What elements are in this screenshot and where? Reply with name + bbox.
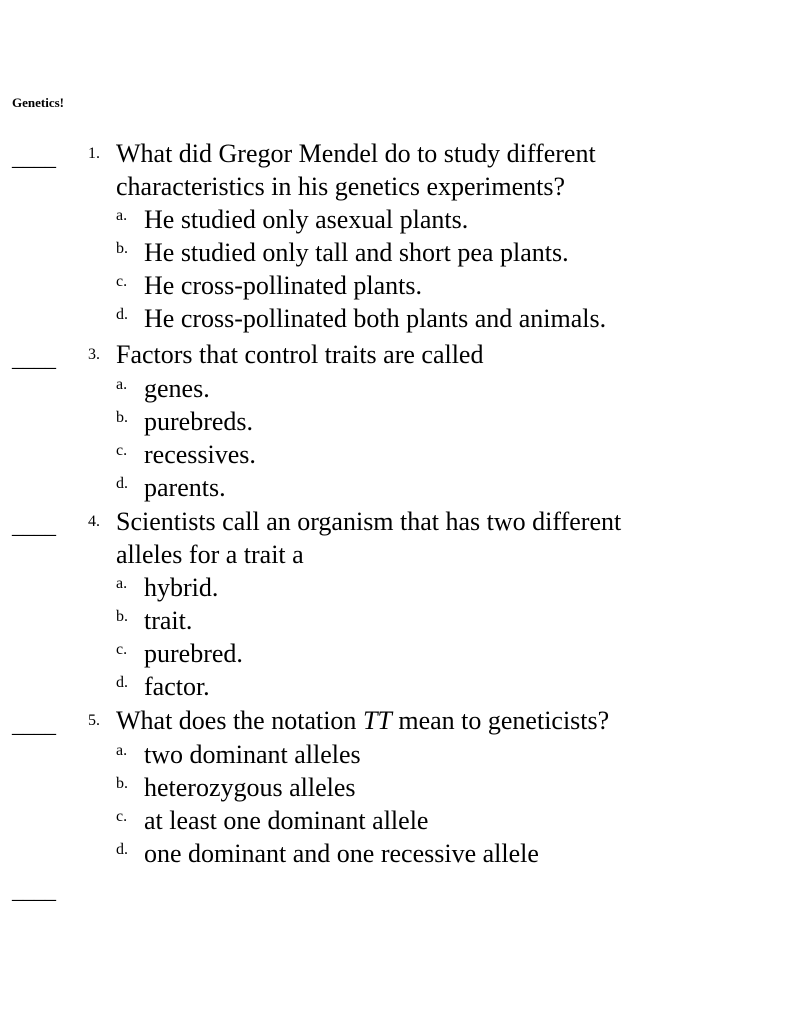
options-list: [88, 203, 728, 335]
option-text: factor.: [144, 672, 210, 701]
option-text: parents.: [144, 472, 226, 502]
option-item: [88, 837, 728, 870]
option-letter: b.: [116, 774, 128, 792]
question-number: 1.: [88, 145, 100, 162]
option-letter: a.: [116, 741, 128, 759]
question-5: [88, 705, 728, 870]
option-text: purebred.: [144, 639, 243, 668]
option-text: recessives.: [144, 439, 256, 469]
option-letter: c.: [116, 441, 128, 459]
answer-blank: ____: [12, 346, 56, 371]
option-letter: a.: [116, 575, 128, 592]
option-item: [88, 604, 728, 637]
option-letter: d.: [116, 840, 128, 858]
question-line: What did Gregor Mendel do to study different: [116, 139, 596, 168]
question-number: 5.: [88, 712, 100, 729]
question-number: 3.: [88, 346, 100, 363]
option-item: [88, 372, 728, 405]
question-3: [88, 339, 728, 504]
question-4: [88, 506, 728, 703]
option-text: He cross-pollinated both plants and animals.: [144, 304, 607, 333]
option-text: purebreds.: [144, 406, 254, 436]
options-list: [88, 571, 728, 703]
question-line: Factors that control traits are called: [116, 340, 484, 369]
option-letter: a.: [116, 207, 128, 224]
option-letter: b.: [116, 408, 128, 426]
option-item: [88, 471, 728, 504]
answer-blank: ____: [12, 878, 56, 903]
options-list: [88, 738, 728, 870]
option-letter: c.: [116, 641, 128, 658]
option-text: heterozygous alleles: [144, 772, 356, 802]
question-line: Scientists call an organism that has two different: [116, 507, 622, 536]
option-text: He studied only tall and short pea plants.: [144, 238, 569, 267]
option-item: [88, 405, 728, 438]
option-item: [88, 203, 728, 236]
option-item: [88, 771, 728, 804]
question-1: [88, 138, 728, 335]
question-line: characteristics in his genetics experiments?: [116, 171, 566, 201]
question-text: [88, 138, 728, 171]
option-item: [88, 302, 728, 335]
option-letter: b.: [116, 240, 128, 257]
question-text: [88, 705, 728, 738]
question-text: [88, 506, 728, 539]
option-letter: a.: [116, 375, 128, 393]
answer-blank: ____: [12, 145, 56, 170]
option-item: [88, 571, 728, 604]
notation-italic: TT: [362, 706, 392, 735]
option-item: [88, 438, 728, 471]
document-title: Genetics!: [12, 95, 64, 110]
question-text-after: mean to geneticists?: [391, 706, 610, 735]
option-text: one dominant and one recessive allele: [144, 838, 539, 868]
option-letter: b.: [116, 608, 128, 625]
option-letter: c.: [116, 273, 128, 290]
option-letter: d.: [116, 474, 128, 492]
option-letter: d.: [116, 306, 128, 323]
option-text: He studied only asexual plants.: [144, 205, 469, 234]
answer-blank: ____: [12, 712, 56, 737]
option-item: [88, 670, 728, 703]
option-item: [88, 236, 728, 269]
option-letter: c.: [116, 807, 128, 825]
options-list: [88, 372, 728, 504]
question-text: [88, 339, 728, 372]
option-text: genes.: [144, 373, 210, 403]
option-item: [88, 637, 728, 670]
option-item: [88, 738, 728, 771]
option-text: at least one dominant allele: [144, 805, 429, 835]
question-text-before: What does the notation: [116, 706, 363, 735]
option-text: trait.: [144, 606, 193, 635]
answer-blank: ____: [12, 513, 56, 538]
option-text: hybrid.: [144, 573, 219, 602]
question-number: 4.: [88, 513, 100, 530]
option-item: [88, 804, 728, 837]
option-item: [88, 269, 728, 302]
question-line: alleles for a trait a: [116, 539, 304, 569]
option-letter: d.: [116, 674, 128, 691]
option-text: two dominant alleles: [144, 739, 361, 769]
option-text: He cross-pollinated plants.: [144, 271, 422, 300]
